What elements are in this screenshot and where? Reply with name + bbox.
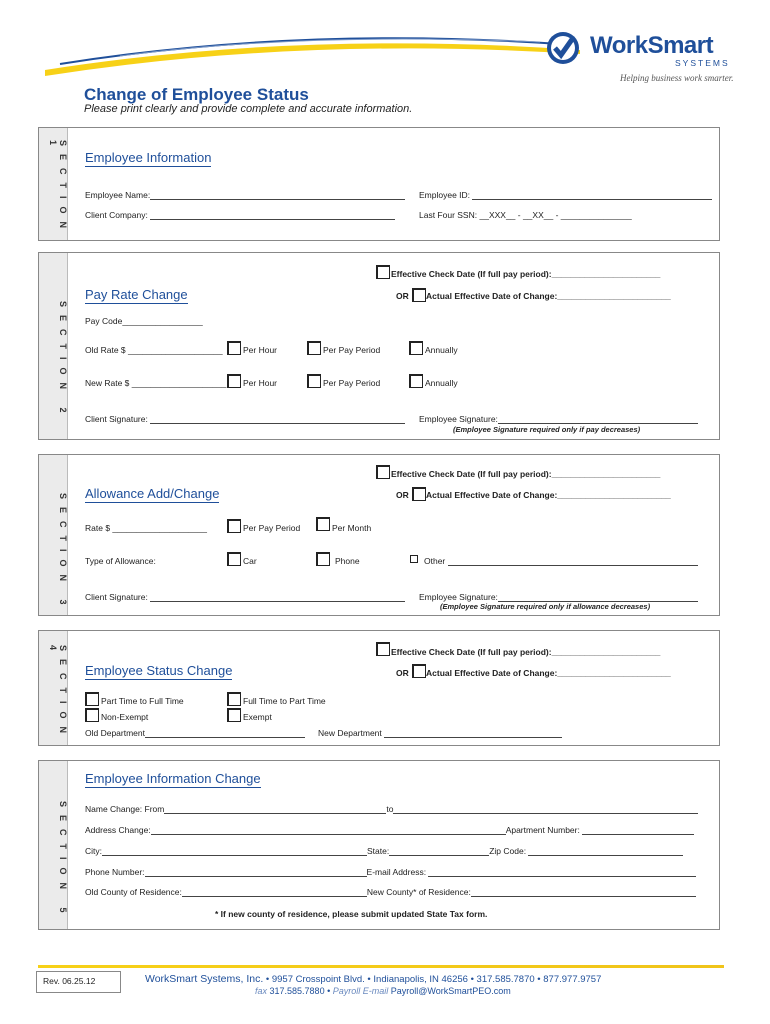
employee-signature-label: Employee Signature:: [419, 592, 498, 602]
old-department-field[interactable]: [145, 729, 305, 738]
brand-tagline: Helping business work smarter.: [620, 73, 734, 83]
pt-to-ft-label: Part Time to Full Time: [101, 696, 184, 706]
exempt-checkbox[interactable]: [227, 708, 241, 722]
employee-signature-field[interactable]: [498, 593, 698, 602]
non-exempt-checkbox[interactable]: [85, 708, 99, 722]
actual-effective-label: Actual Effective Date of Change:________________________: [426, 291, 671, 301]
section-title: Employee Information Change: [85, 771, 261, 786]
ssn-label: Last Four SSN:: [419, 210, 478, 220]
employee-name-label: Employee Name:: [85, 190, 151, 200]
old-per-hour-checkbox[interactable]: [227, 341, 241, 355]
or-label: OR: [396, 291, 409, 301]
footer-rule: [38, 965, 724, 968]
section-label: SECTION 3: [58, 493, 68, 613]
client-company-field[interactable]: [150, 211, 395, 220]
client-signature-field[interactable]: [150, 593, 405, 602]
new-per-pay-period-checkbox[interactable]: [307, 374, 321, 388]
fax-label: fax: [255, 986, 268, 996]
to-label: to: [386, 804, 394, 814]
non-exempt-label: Non-Exempt: [101, 712, 149, 722]
annually-label: Annually: [425, 345, 458, 355]
email-field[interactable]: [428, 868, 696, 877]
annually-label: Annually: [425, 378, 458, 388]
phone-number-label: Phone Number:: [85, 867, 145, 877]
effective-check-checkbox[interactable]: [376, 265, 390, 279]
other-checkbox[interactable]: [410, 555, 418, 563]
client-signature-field[interactable]: [150, 415, 405, 424]
client-signature-label: Client Signature:: [85, 592, 148, 602]
employee-id-field[interactable]: [472, 191, 712, 200]
zip-label: Zip Code:: [489, 846, 527, 856]
payroll-email[interactable]: Payroll@WorkSmartPEO.com: [388, 986, 511, 996]
revision-box: [36, 971, 121, 993]
footer-address-line: • 9957 Crosspoint Blvd. • Indianapolis, IN 46256 • 317.585.7870 • 877.977.9757: [263, 974, 602, 985]
apt-field[interactable]: [582, 826, 694, 835]
section-label: SECTION 1: [48, 140, 68, 237]
state-label: State:: [367, 846, 390, 856]
new-county-field[interactable]: [471, 888, 696, 897]
or-label: OR: [396, 668, 409, 678]
client-signature-label: Client Signature:: [85, 414, 148, 424]
section-title: Employee Information: [85, 150, 212, 165]
address-label: Address Change:: [85, 825, 151, 835]
section-label: SECTION 5: [58, 801, 68, 921]
other-field[interactable]: [448, 557, 698, 566]
new-per-hour-checkbox[interactable]: [227, 374, 241, 388]
employee-id-label: Employee ID:: [419, 190, 471, 200]
section-3: [38, 454, 720, 616]
per-pay-period-label: Per Pay Period: [323, 378, 381, 388]
new-county-label: New County* of Residence:: [366, 887, 471, 897]
section-label: SECTION 2: [58, 301, 68, 421]
zip-field[interactable]: [528, 847, 683, 856]
footer-contact: [255, 986, 511, 996]
employee-name-field[interactable]: [150, 191, 405, 200]
actual-effective-label: Actual Effective Date of Change:________________________: [426, 668, 671, 678]
section-title: Allowance Add/Change: [85, 486, 220, 501]
per-pay-period-label: Per Pay Period: [323, 345, 381, 355]
old-county-label: Old County of Residence:: [85, 887, 182, 897]
new-department-label: New Department: [318, 728, 382, 738]
section-title: Employee Status Change: [85, 663, 233, 678]
phone-checkbox[interactable]: [316, 552, 330, 566]
email-label: E-mail Address:: [366, 867, 427, 877]
ft-to-pt-checkbox[interactable]: [227, 692, 241, 706]
county-footnote: * If new county of residence, please submit updated State Tax form.: [215, 909, 488, 919]
payroll-email-label: Payroll E-mail: [330, 986, 389, 996]
phone-number-field[interactable]: [145, 868, 367, 877]
employee-signature-field[interactable]: [498, 415, 698, 424]
per-pay-period-label: Per Pay Period: [243, 523, 301, 533]
allowance-rate-field[interactable]: Rate $ ____________________: [85, 523, 207, 533]
phone-label: Phone: [335, 556, 360, 566]
section-label: SECTION 4: [48, 645, 68, 742]
employee-signature-label: Employee Signature:: [419, 414, 498, 424]
signature-note: (Employee Signature required only if pay decreases): [453, 425, 641, 434]
address-field[interactable]: [151, 826, 506, 835]
footer-address: [145, 973, 601, 985]
actual-effective-checkbox[interactable]: [412, 288, 426, 302]
per-hour-label: Per Hour: [243, 345, 278, 355]
old-per-pay-period-checkbox[interactable]: [307, 341, 321, 355]
effective-check-label: Effective Check Date (If full pay period):_______________________: [391, 469, 661, 479]
footer-company: WorkSmart Systems, Inc.: [145, 973, 264, 985]
per-month-label: Per Month: [332, 523, 372, 533]
ft-to-pt-label: Full Time to Part Time: [243, 696, 326, 706]
apt-label: Apartment Number:: [505, 825, 580, 835]
old-department-label: Old Department: [85, 728, 145, 738]
effective-check-label: Effective Check Date (If full pay period):_______________________: [391, 647, 661, 657]
actual-effective-checkbox[interactable]: [412, 664, 426, 678]
state-field[interactable]: [389, 847, 489, 856]
name-to-field[interactable]: [393, 805, 698, 814]
section-1: [38, 127, 720, 241]
effective-check-checkbox[interactable]: [376, 642, 390, 656]
effective-check-checkbox[interactable]: [376, 465, 390, 479]
old-county-field[interactable]: [182, 888, 367, 897]
ssn-field[interactable]: __XXX__ - __XX__ - _______________: [479, 210, 632, 220]
section-5: [38, 760, 720, 930]
allowance-type-label: Type of Allowance:: [85, 556, 156, 566]
per-hour-label: Per Hour: [243, 378, 278, 388]
old-annually-checkbox[interactable]: [409, 341, 423, 355]
client-company-label: Client Company:: [85, 210, 148, 220]
signature-note: (Employee Signature required only if allowance decreases): [440, 602, 651, 611]
city-label: City:: [85, 846, 102, 856]
name-change-label: Name Change: From: [85, 804, 165, 814]
page-subtitle: Please print clearly and provide complete and accurate information.: [84, 103, 413, 115]
page-title: Change of Employee Status: [84, 85, 309, 104]
revision-label: Rev. 06.25.12: [43, 976, 96, 986]
worksmart-check-logo-icon: [545, 30, 581, 66]
brand-name: WorkSmart: [590, 32, 714, 59]
old-rate-field[interactable]: Old Rate $ ____________________: [85, 345, 223, 355]
new-department-field[interactable]: [384, 729, 562, 738]
section-title: Pay Rate Change: [85, 287, 188, 302]
city-field[interactable]: [102, 847, 367, 856]
actual-effective-checkbox[interactable]: [412, 487, 426, 501]
car-label: Car: [243, 556, 257, 566]
pay-code-field[interactable]: Pay Code_________________: [85, 316, 203, 326]
per-month-checkbox[interactable]: [316, 517, 330, 531]
section-2: [38, 252, 720, 440]
section-4: [38, 630, 720, 746]
car-checkbox[interactable]: [227, 552, 241, 566]
brand-sub: SYSTEMS: [675, 58, 730, 68]
exempt-label: Exempt: [243, 712, 272, 722]
effective-check-label: Effective Check Date (If full pay period):_______________________: [391, 269, 661, 279]
fax-number: 317.585.7880 •: [267, 986, 331, 996]
new-annually-checkbox[interactable]: [409, 374, 423, 388]
pt-to-ft-checkbox[interactable]: [85, 692, 99, 706]
or-label: OR: [396, 490, 409, 500]
other-label: Other: [424, 556, 446, 566]
name-from-field[interactable]: [164, 805, 386, 814]
new-rate-field[interactable]: New Rate $ ____________________: [85, 378, 227, 388]
per-pay-period-checkbox[interactable]: [227, 519, 241, 533]
actual-effective-label: Actual Effective Date of Change:________________________: [426, 490, 671, 500]
